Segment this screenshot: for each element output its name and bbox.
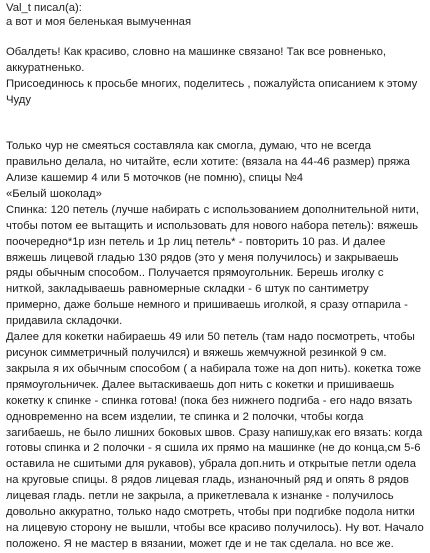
description-block [6,139,424,553]
description-paragraph: Спинка: 120 петель (лучше набирать с использованием дополнительной нити, чтобы потом ее вытащить и использовать для нового набора петель): вяжешь поочередно*1р изн петель и 1р лиц петель* - повторить 10 раз. И далее вяжешь лицевой гладью 130 рядов (это у меня получилось) и закрываешь ряды обычным способом.. Получается прямоугольник. Берешь иголку с ниткой, закладываешь равномерные складки - 6 штук по сантиметру примерно, даже больше немного и пришиваешь иголкой, я сразу отпарила - придавила складочки. [6,203,419,328]
quote-text: а вот и моя беленькая вымученная [6,15,192,28]
description-paragraph: Далее для кокетки набираешь 49 или 50 петель (там надо посмотреть, чтобы рисунок симметричный получился) и вяжешь жемчужной резинкой 9 см. закрыла я их обычным способом ( а набирала тоже на доп нить). кокетка тоже прямоугольничек. Далее вытаскиваешь доп нить с кокетки и пришиваешь кокетку к спинке - спинка готова! (пока без нижнего подгиба - его надо вязать одновременно на всем изделии, те спинка и 2 полочки, чтобы когда загибаешь, не было лишних боковых швов. Сразу напишу,как его вязать: когда готовы спинка и 2 полочки - я сшила их прямо на машинке (не до конца,см 5-6 оставила не сшитыми для рукавов), убрала доп.нить и открытые петли одела на круговые спицы. 8 рядов лицевая гладь, изнаночный ряд и опять 8 рядов лицевая гладь. петли не закрыла, а прикетлевала к изнанке - получилось довольно аккуратно, только надо смотреть, чтобы при подгибке подола нитки на лицевую сторону не вышли, чтобы все красиво получилось). Ну вот. Начало положено. Я не мастер в вязании, может где и не так сделала. но все же. [6,331,424,550]
reply-paragraph: Присоединюсь к просьбе многих, поделитесь , пожалуйста описанием к этому Чуду [6,78,418,107]
reply-paragraph: Обалдеть! Как красиво, словно на машинке связано! Так все ровненько, аккуратненько. [6,46,386,75]
description-paragraph: Только чур не смеяться составляла как смогла, думаю, что не всегда правильно делала, но читайте, если хотите: (вязала на 44-46 размер) пряжа Ализе кашемир 4 или 5 моточков (не помню), спицы №4 [6,140,410,184]
reply-block [6,44,424,108]
quote-author: Val_t писал(а): [6,2,82,14]
quote-block [6,2,424,29]
description-title: «Белый шоколад» [6,187,102,200]
